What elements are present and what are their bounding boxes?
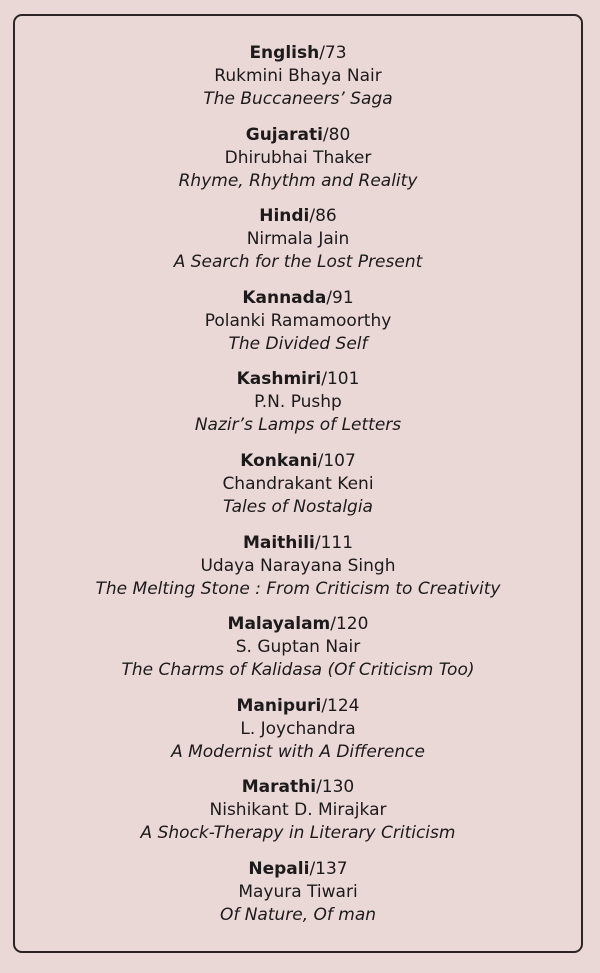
entry-title: The Buccaneers’ Saga: [203, 89, 393, 109]
entry-heading: [13, 776, 583, 799]
entry-author: Nirmala Jain: [246, 229, 350, 250]
contents-entry: [13, 613, 583, 695]
entry-heading: [13, 450, 583, 473]
entry-title: The Melting Stone : From Criticism to Creativity: [95, 578, 501, 599]
contents-entry: [13, 858, 583, 940]
entry-page-number: /91: [326, 287, 354, 308]
entry-heading: [13, 205, 583, 228]
entry-language: Maithili: [242, 532, 315, 553]
entry-page-number: /120: [330, 614, 369, 635]
entry-page-number: /101: [321, 369, 360, 390]
entry-heading: [13, 287, 583, 310]
entry-language: Manipuri: [236, 695, 322, 716]
contents-entry: [13, 205, 583, 287]
entry-page-number: /130: [316, 777, 355, 798]
entry-heading: [13, 124, 583, 147]
entry-title: A Search for the Lost Present: [173, 252, 423, 273]
entry-language: Kashmiri: [236, 369, 322, 390]
contents-entry: [13, 695, 583, 777]
entry-author: Chandrakant Keni: [222, 473, 374, 494]
entry-author: S. Guptan Nair: [235, 637, 361, 658]
contents-list: [13, 42, 583, 940]
entry-author: P.N. Pushp: [254, 392, 342, 413]
entry-page-number: /124: [321, 695, 360, 716]
entry-author: L. Joychandra: [240, 718, 356, 739]
entry-title: A Shock-Therapy in Literary Criticism: [140, 823, 456, 844]
entry-author: Rukmini Bhaya Nair: [214, 66, 382, 86]
entry-author: Mayura Tiwari: [238, 881, 358, 902]
entry-page-number: /137: [309, 858, 348, 879]
entry-page-number: /111: [314, 532, 354, 553]
entry-language: Marathi: [241, 777, 317, 798]
entry-language: Hindi: [259, 206, 310, 227]
contents-entry: [13, 532, 583, 614]
entry-page-number: /107: [317, 450, 356, 471]
entry-title: The Charms of Kalidasa (Of Criticism Too): [121, 660, 475, 681]
entry-heading: [13, 858, 583, 881]
entry-title: A Modernist with A Difference: [171, 741, 425, 762]
entry-heading: [13, 532, 583, 555]
entry-author: Polanki Ramamoorthy: [204, 310, 392, 331]
entry-title: Rhyme, Rhythm and Reality: [178, 170, 418, 191]
entry-language: Nepali: [248, 858, 310, 879]
entry-author: Dhirubhai Thaker: [224, 147, 372, 168]
entry-title: Of Nature, Of man: [219, 904, 377, 925]
entry-language: Konkani: [240, 450, 318, 471]
entry-language: English: [249, 43, 320, 63]
entry-page-number: /86: [309, 206, 337, 227]
entry-page-number: /73: [319, 43, 347, 63]
entry-title: The Divided Self: [228, 333, 368, 354]
entry-heading: [13, 42, 583, 65]
contents-entry: [13, 124, 583, 206]
contents-entry: [13, 368, 583, 450]
entry-heading: [13, 368, 583, 391]
entry-heading: [13, 613, 583, 636]
contents-entry: [13, 776, 583, 858]
entry-heading: [13, 695, 583, 718]
entry-author: Nishikant D. Mirajkar: [209, 800, 387, 821]
entry-author: Udaya Narayana Singh: [200, 555, 396, 576]
entry-title: Nazir’s Lamps of Letters: [194, 415, 402, 436]
entry-title: Tales of Nostalgia: [223, 496, 373, 517]
entry-language: Kannada: [242, 287, 327, 308]
entry-language: Gujarati: [245, 124, 323, 145]
entry-language: Malayalam: [227, 614, 331, 635]
contents-entry: [13, 287, 583, 369]
entry-page-number: /80: [322, 124, 351, 145]
contents-entry: [13, 450, 583, 532]
contents-entry: [13, 42, 583, 124]
